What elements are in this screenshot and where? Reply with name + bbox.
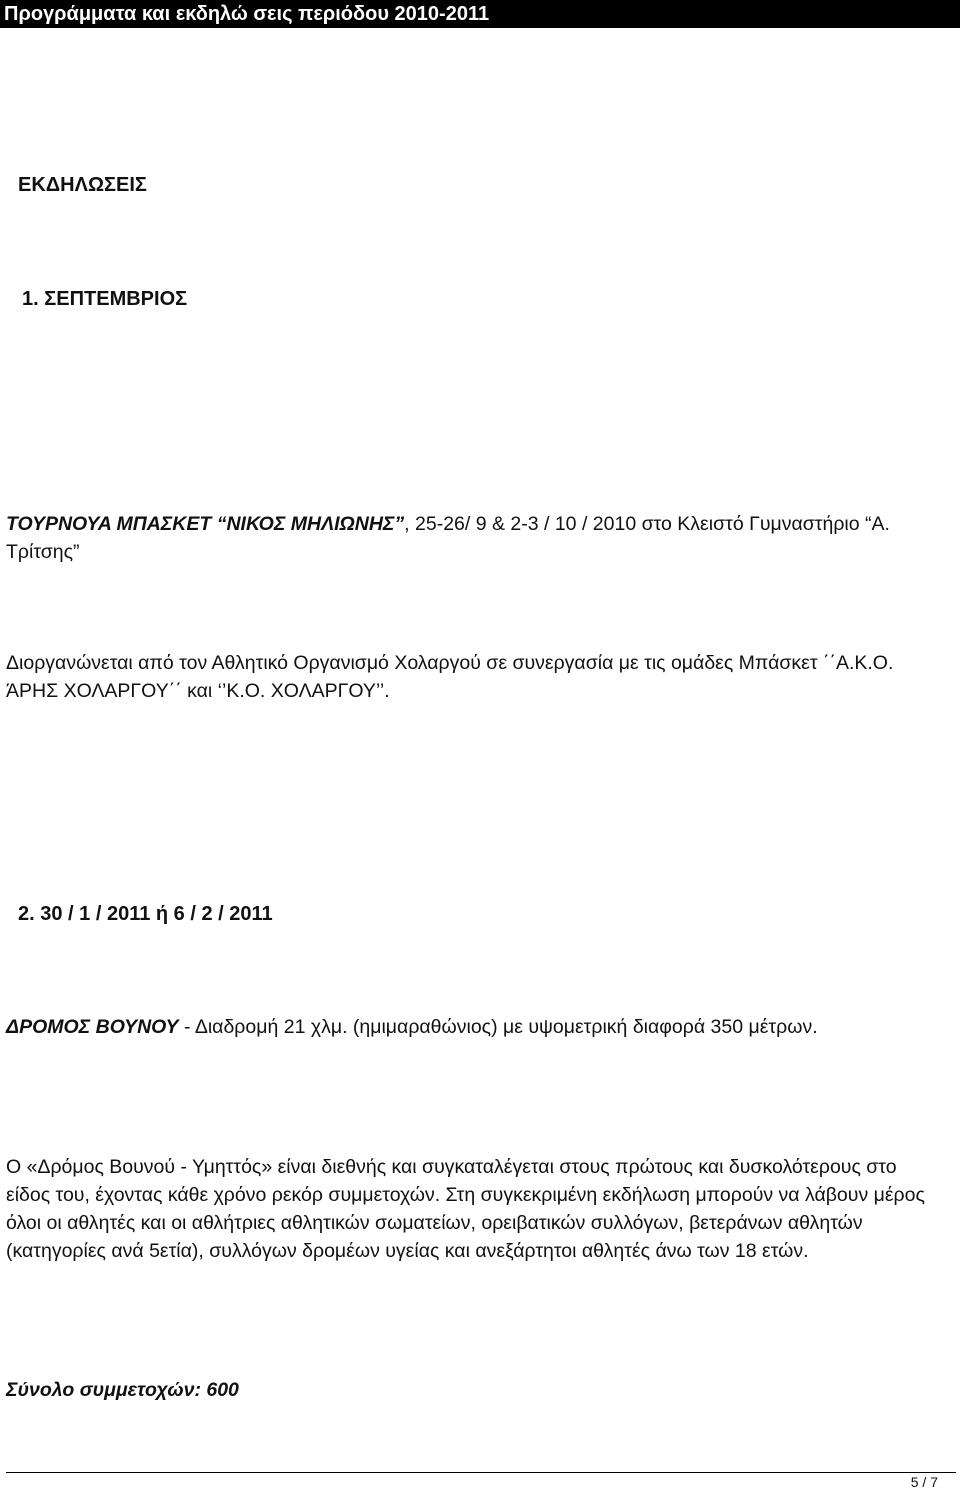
footer-divider: [6, 1472, 956, 1473]
event1-title-rest: , 25-26/ 9 & 2-3 / 10 / 2010 στο Κλειστό Γυμναστήριο “Α. Τρίτσης”: [6, 513, 890, 563]
event2-description: Ο «Δρόμος Βουνού - Υμηττός» είναι διεθνής και συγκαταλέγεται στους πρώτους και δυσκολότερους στο είδος του, έχοντας κάθε χρόνο ρεκόρ συμμετοχών. Στη συγκεκριμένη εκδήλωση μπορούν να λάβουν μέρος όλοι οι αθλητές και οι αθλήτριες αθλητικών σωματείων, ορειβατικών συλλόγων, βετεράνων αθλητών (κατηγορίες ανά 5ετία), συλλόγων δρομέων υγείας και ανεξάρτητοι αθλητές άνω των 18 ετών.: [6, 1156, 925, 1262]
event1-title-paragraph: [6, 510, 946, 566]
event2-title: ΔΡΟΜΟΣ ΒΟΥΝΟΥ: [6, 1016, 179, 1038]
page-number: 5 / 7: [910, 1474, 938, 1490]
event2-heading: 2. 30 / 1 / 2011 ή 6 / 2 / 2011: [18, 903, 273, 925]
event1-heading: 1. ΣΕΠΤΕΜΒΡΙΟΣ: [22, 288, 188, 310]
event2-participants: Σύνολο συμμετοχών: 600: [6, 1379, 239, 1401]
event1-title: ΤΟΥΡΝΟΥΑ ΜΠΑΣΚΕΤ “ΝΙΚΟΣ ΜΗΛΙΩΝΗΣ”: [6, 513, 405, 535]
event1-organizer: Διοργανώνεται από τον Αθλητικό Οργανισμό Χολαργού σε συνεργασία με τις ομάδες Μπάσκετ ΄΄Α.Κ.Ο. ΆΡΗΣ ΧΟΛΑΡΓΟΥ΄΄ και ‘’Κ.Ο. ΧΟΛΑΡΓΟΥ’’.: [6, 652, 894, 702]
section-title: ΕΚΔΗΛΩΣΕΙΣ: [18, 174, 147, 196]
document-title: Προγράμματα και εκδηλώ σεις περιόδου 2010-2011: [4, 3, 490, 25]
event2-title-rest: - Διαδρομή 21 χλμ. (ημιμαραθώνιος) με υψομετρική διαφορά 350 μέτρων.: [178, 1016, 818, 1038]
document-header: [0, 0, 960, 28]
event2-title-paragraph: [6, 1013, 946, 1041]
